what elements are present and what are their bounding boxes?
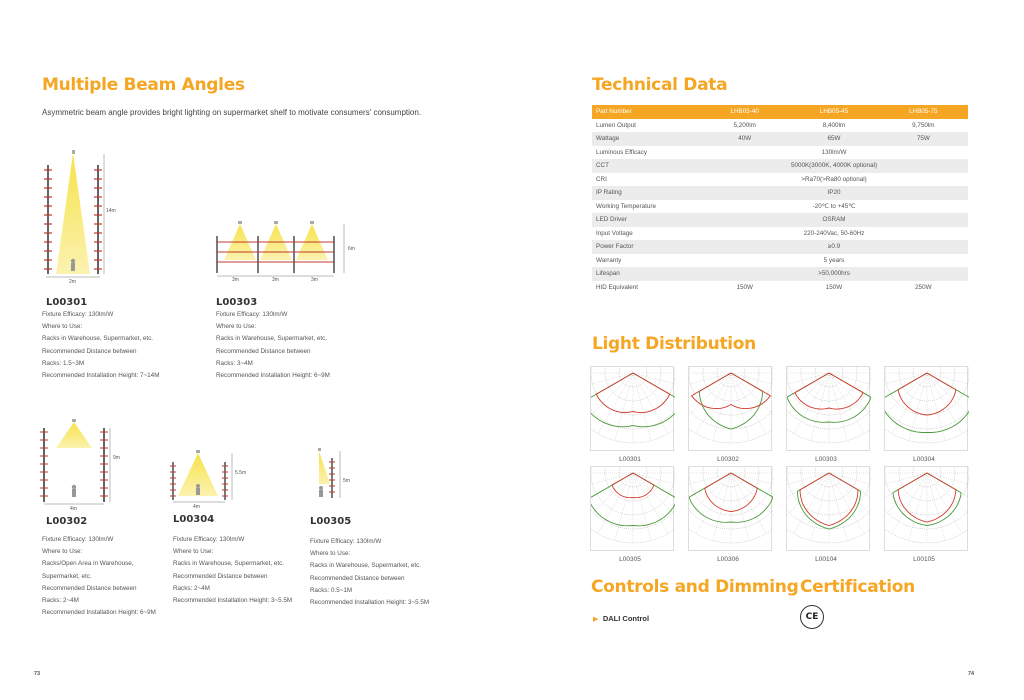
beam-diagram-l00303 (212, 218, 367, 288)
polar-diagram-label: L00306 (717, 556, 739, 563)
table-row: LED Driver OSRAM (592, 213, 968, 227)
height-label: 5m (343, 478, 350, 484)
ce-mark-text: CE (805, 612, 819, 622)
specs-l00303: Fixture Efficacy: 130lm/W Where to Use: Racks in Warehouse, Supermarket, etc. Recommended Distance between Racks: 3~4M Recommended Installation Height: 6~9M (216, 311, 330, 380)
polar-diagram-l00306 (688, 466, 772, 563)
beam-diagram-l00301 (38, 150, 118, 285)
table-row: Power Factor ≥0.9 (592, 240, 968, 254)
polar-diagram-l00301 (590, 366, 674, 463)
beam-angles-intro: Asymmetric beam angle provides bright lighting on supermarket shelf to motivate consumers' consumption. (42, 108, 422, 117)
polar-diagram-l00304 (884, 366, 968, 463)
height-label: 14m (106, 208, 116, 214)
certification-title: Certification (800, 577, 915, 597)
ce-mark-icon (800, 605, 824, 629)
table-row: Warranty 5 years (596, 256, 845, 264)
controls-title: Controls and Dimming (591, 577, 799, 597)
polar-diagram-l00302 (688, 366, 772, 463)
height-label: 6m (348, 246, 355, 252)
width-label: 4m (193, 504, 200, 510)
beam-diagram-l00305 (310, 448, 360, 508)
header-cell: Part Number (592, 105, 700, 119)
width-label: 4m (70, 506, 77, 512)
page-number-right: 74 (968, 671, 975, 677)
width-label-3: 3m (311, 277, 318, 283)
light-distribution-grid (590, 366, 980, 566)
table-row: Wattage 40W 65W 75W (592, 132, 968, 146)
polar-diagram-l00303 (786, 366, 870, 463)
polar-diagram-l00305 (590, 466, 674, 563)
specs-l00305: Fixture Efficacy: 130lm/W Where to Use: Racks in Warehouse, Supermarket, etc. Recommended Distance between Racks: 0.5~1M Recommended Installation Height: 3~5.5M (310, 538, 430, 607)
width-label: 2m (69, 279, 76, 285)
table-row: CRI >Ra70(>Ra80 optional) (596, 175, 867, 183)
page-number-left: 73 (34, 671, 41, 677)
table-header-row (592, 105, 968, 119)
light-distribution-title: Light Distribution (592, 334, 756, 354)
polar-diagram-label: L00303 (815, 456, 837, 463)
table-row: Input Voltage 220-240Vac, 50-60Hz (596, 229, 865, 237)
specs-l00304: Fixture Efficacy: 130lm/W Where to Use: Racks in Warehouse, Supermarket, etc. Recommended Distance between Racks: 2~4M Recommended Installation Height: 3~5.5M (173, 536, 293, 605)
polar-diagram-label: L00305 (619, 556, 641, 563)
height-label: 9m (113, 455, 120, 461)
specs-l00302: Fixture Efficacy: 130lm/W Where to Use: Racks/Open Area in Warehouse, Supermarket, etc. Recommended Distance between Racks: 2~4M Recommended Installation Height: 6~9M (42, 536, 156, 617)
product-code-l00301: L00301 (46, 297, 88, 308)
triangle-bullet-icon: ▶ (593, 616, 599, 623)
polar-diagram-label: L00104 (815, 556, 837, 563)
width-label-1: 3m (232, 277, 239, 283)
table-row: Luminous Efficacy 130lm/W (596, 148, 847, 156)
table-row: Working Temperature -20℃ to +45℃ (596, 202, 856, 210)
polar-diagram-l00105 (884, 466, 968, 563)
polar-diagram-label: L00105 (913, 556, 935, 563)
header-cell: LHB05-40 (700, 105, 789, 119)
product-code-l00304: L00304 (173, 514, 215, 525)
height-label: 5.5m (235, 470, 247, 476)
specs-l00301: Fixture Efficacy: 130lm/W Where to Use: Racks in Warehouse, Supermarket, etc. Recommended Distance between Racks: 1.5~3M Recommended Installation Height: 7~14M (42, 311, 160, 380)
header-cell: LHB05-75 (879, 105, 968, 119)
table-row: Lumen Output 5,200lm 8,400lm 9,750lm (596, 121, 935, 129)
polar-diagram-label: L00302 (717, 456, 739, 463)
polar-diagram-l00104 (786, 466, 870, 563)
dali-control-label: DALI Control (602, 614, 650, 623)
width-label-2: 3m (272, 277, 279, 283)
table-row: Lifespan >50,000hrs (592, 267, 968, 281)
technical-data-title: Technical Data (592, 75, 728, 95)
product-code-l00305: L00305 (310, 516, 352, 527)
polar-diagram-label: L00301 (619, 456, 641, 463)
product-code-l00302: L00302 (46, 516, 88, 527)
table-row: IP Rating IP20 (592, 186, 968, 200)
polar-diagram-label: L00304 (913, 456, 935, 463)
beam-angles-title: Multiple Beam Angles (42, 75, 245, 95)
header-cell: LHB05-45 (789, 105, 878, 119)
technical-data-table (592, 105, 968, 294)
beam-diagram-l00304 (168, 450, 258, 510)
table-row: CCT 5000K(3000K, 4000K optional) (592, 159, 968, 173)
dali-control-item (593, 608, 649, 626)
table-row: HID Equivalent 150W 150W 250W (596, 283, 932, 291)
beam-diagram-l00302 (38, 418, 128, 513)
product-code-l00303: L00303 (216, 297, 258, 308)
